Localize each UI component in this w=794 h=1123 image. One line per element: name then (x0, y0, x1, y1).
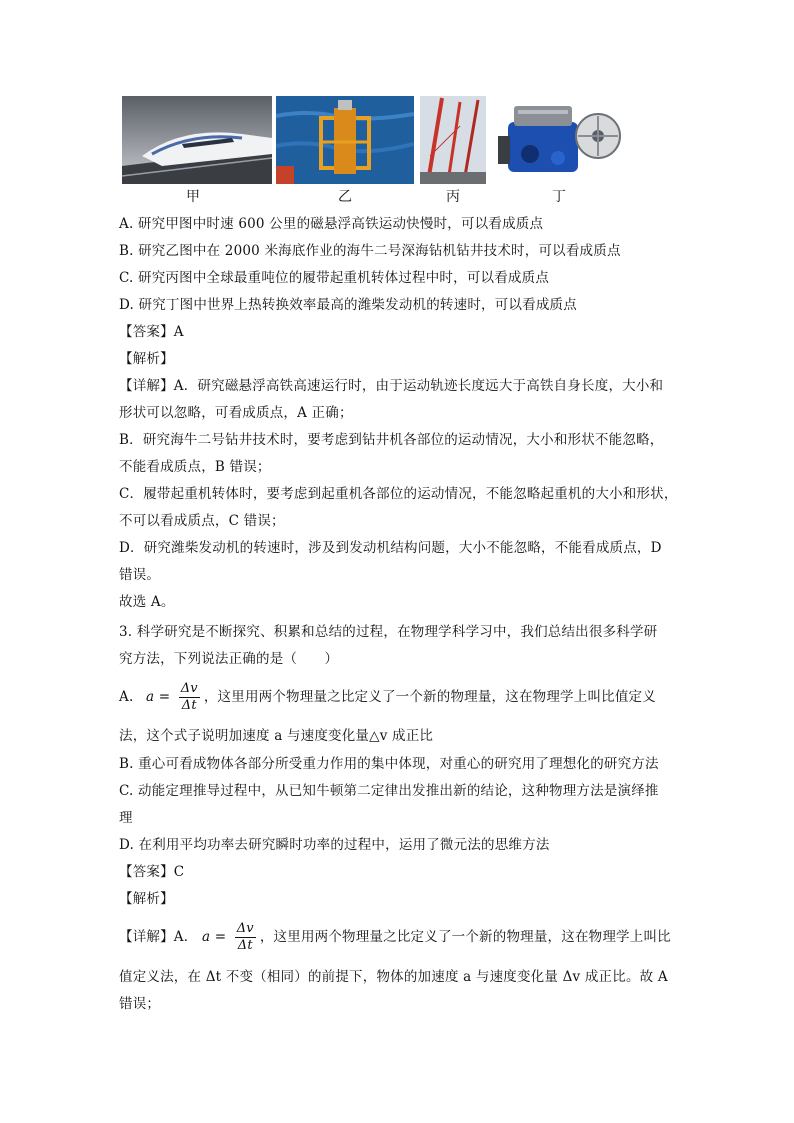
q3-stem-line1: 3. 科学研究是不断探究、积累和总结的过程，在物理学科学习中，我们总结出很多科学研 (119, 624, 658, 640)
formula-denominator: Δt (181, 698, 197, 713)
q3-option-a-rest: ，这里用两个物理量之比定义了一个新的物理量，这在物理学上叫比值定义 (203, 689, 656, 705)
q2-detail-line: 不可以看成质点，C 错误； (119, 513, 285, 529)
figure-label-ding: 丁 (552, 189, 566, 205)
q2-detail-line: 不能看成质点，B 错误； (119, 459, 271, 475)
q3-option-b: B. 重心可看成物体各部分所受重力作用的集中体现，对重心的研究用了理想化的研究方法 (119, 756, 659, 772)
q2-detail-line: D．研究潍柴发动机的转速时，涉及到发动机结构问题，大小不能忽略，不能看成质点，D (119, 540, 662, 556)
q3-answer: 【答案】C (119, 864, 185, 880)
q3-detail-rest: ，这里用两个物理量之比定义了一个新的物理量，这在物理学上叫比 (259, 929, 671, 945)
q2-detail-line: 【详解】A．研究磁悬浮高铁高速运行时，由于运动轨迹长度远大于高铁自身长度，大小和 (119, 378, 664, 394)
q2-detail-line: B．研究海牛二号钻井技术时，要考虑到钻井机各部位的运动情况，大小和形状不能忽略， (119, 432, 664, 448)
maglev-train-image (122, 96, 272, 184)
q3-option-a-line1 (119, 678, 656, 716)
q2-detail-line: C．履带起重机转体时，要考虑到起重机各部位的运动情况，不能忽略起重机的大小和形状， (119, 486, 678, 502)
q3-option-c-line2: 理 (119, 810, 133, 826)
formula-denominator: Δt (237, 938, 253, 953)
q2-analysis-header: 【解析】 (119, 351, 174, 367)
q2-option-d: D. 研究丁图中世界上热转换效率最高的潍柴发动机的转速时，可以看成质点 (119, 297, 577, 313)
figure-label-yi: 乙 (338, 189, 352, 205)
q2-answer: 【答案】A (119, 324, 184, 340)
q2-option-a: A. 研究甲图中时速 600 公里的磁悬浮高铁运动快慢时，可以看成质点 (119, 216, 544, 232)
formula-lhs: a = (145, 689, 171, 705)
deep-sea-drill-image (276, 96, 414, 184)
figure-label-bing: 丙 (446, 189, 460, 205)
q2-option-b: B. 研究乙图中在 2000 米海底作业的海牛二号深海钻机钻井技术时，可以看成质点 (119, 243, 621, 259)
q2-option-c: C. 研究丙图中全球最重吨位的履带起重机转体过程中时，可以看成质点 (119, 270, 550, 286)
q3-option-d: D. 在利用平均功率去研究瞬时功率的过程中，运用了微元法的思维方法 (119, 837, 550, 853)
q3-option-c-line1: C. 动能定理推导过程中，从已知牛顿第二定律出发推出新的结论，这种物理方法是演绎推 (119, 783, 659, 799)
formula-numerator: Δv (180, 681, 198, 696)
figure-row (120, 96, 630, 206)
formula-lhs: a = (201, 929, 227, 945)
q3-stem-line2: 究方法，下列说法正确的是（ ） (119, 651, 339, 667)
q3-analysis-header: 【解析】 (119, 891, 174, 907)
formula-numerator: Δv (236, 921, 254, 936)
q2-conclusion: 故选 A。 (119, 594, 175, 610)
formula-fraction (179, 681, 200, 714)
crawler-crane-image (420, 96, 486, 184)
q3-detail-line2: 值定义法，在 Δt 不变（相同）的前提下，物体的加速度 a 与速度变化量 Δv 成正比。故 A (119, 969, 668, 985)
q3-detail-line3: 错误； (119, 996, 161, 1012)
q3-detail-line1 (119, 918, 671, 956)
figure-label-jia: 甲 (186, 189, 200, 205)
q2-detail-line: 错误。 (119, 567, 161, 583)
q3-option-a-prefix: A. (119, 689, 134, 705)
q2-detail-line: 形状可以忽略，可看成质点，A 正确； (119, 405, 353, 421)
q3-detail-prefix: 【详解】A． (119, 929, 198, 945)
formula-fraction (235, 921, 256, 954)
q3-option-a-line2: 法，这个式子说明加速度 a 与速度变化量△v 成正比 (119, 728, 434, 744)
engine-image (494, 96, 624, 184)
